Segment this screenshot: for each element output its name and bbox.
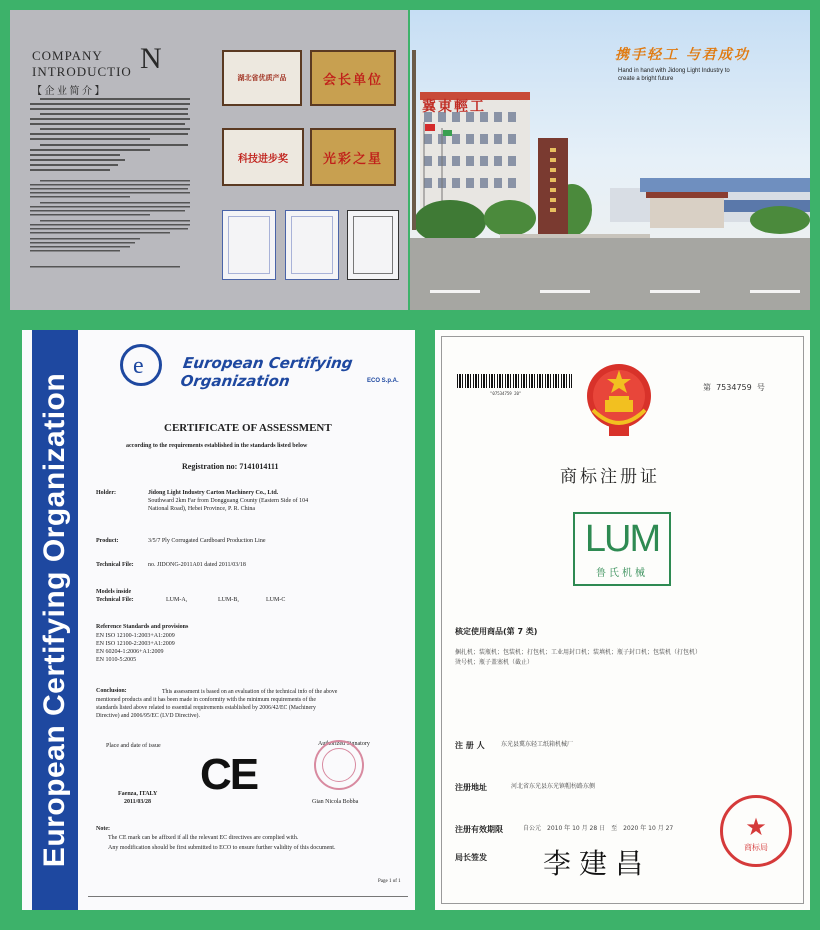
- factory-scene: [410, 10, 810, 310]
- place-date-label: Place and date of issue: [106, 743, 161, 749]
- validity-label: 注册有效期限: [455, 825, 503, 834]
- trademark-office-stamp-icon: ★ 商标局: [720, 795, 792, 867]
- registration-number: Registration no: 7141014111: [182, 462, 279, 471]
- technical-file-value: no. JIDONG-2011A01 dated 2011/03/18: [148, 562, 246, 568]
- issue-place: Faenza, ITALY: [118, 791, 158, 797]
- certificate-thumbnail-2: [285, 210, 339, 280]
- award-plaque-president: 会长单位: [310, 50, 396, 106]
- page-number: Page 1 of 1: [378, 879, 401, 884]
- model-a: LUM-A,: [166, 597, 188, 603]
- address-value: 河北省东光县东光镇帽枋路东侧: [511, 783, 596, 790]
- note-label: Note:: [96, 826, 110, 832]
- lum-logo: LUM 鲁氏机械: [573, 512, 671, 586]
- title-big-letter: N: [140, 42, 162, 75]
- conclusion-text: This assessment is based on an evaluation of the technical info of the above mentioned products and it has been made in conformity with the minimum requirements of the standards listed above related to essential requirements established by 2006/42/EC (Machinery Directive) and 2006/95/EC (LVD Directive).: [96, 689, 338, 719]
- certificate-thumbnail-3: [347, 210, 399, 280]
- validity-value: 自公元 2010 年 10 月 28 日 至 2020 年 10 月 27: [523, 825, 674, 832]
- note-2: Any modification should be first submitted to ECO to ensure further validity of this document.: [108, 845, 336, 851]
- title-line-2: INTRODUCTIO: [32, 64, 132, 79]
- award-plaque-tech: 科技进步奖: [222, 128, 304, 186]
- certificate-thumbnail-1: [222, 210, 276, 280]
- note-1: The CE mark can be affixed if all the relevant EC directives are complied with.: [108, 835, 299, 841]
- holder-label: Holder:: [96, 490, 116, 496]
- model-b: LUM-B,: [218, 597, 239, 603]
- brochure-panel: [10, 10, 408, 310]
- slogan-chinese: 携手轻工 与君成功: [615, 47, 750, 63]
- registrant-value: 东光县冀东轻工纸箱机械厂: [501, 741, 574, 748]
- conclusion-label: Conclusion:: [96, 688, 127, 694]
- director-signature: 李建昌: [543, 847, 652, 880]
- ce-certificate: [22, 330, 415, 910]
- goods-label: 核定使用商品(第 7 类): [455, 627, 538, 636]
- standards-list: EN ISO 12100-1:2003+A1:2009 EN ISO 12100-2:2003+A1:2009 EN 60204-1:2006+A1:2009 EN 1010-5:2005: [96, 633, 175, 663]
- reference-standards-label: Reference Standards and provisions: [96, 624, 189, 630]
- model-c: LUM-C: [266, 597, 286, 603]
- footer-rule: [88, 896, 408, 897]
- eco-spa: ECO S.p.A.: [367, 378, 399, 384]
- director-label: 局长签发: [455, 853, 487, 862]
- signatory-label: Authorized Signatory: [318, 741, 370, 747]
- slogan-english: Hand in hand with Jidong Light Industry to create a bright future: [618, 68, 730, 82]
- title-chinese: 【 企 业 简 介 】: [32, 86, 105, 97]
- award-plaque-star: 光彩之星: [310, 128, 396, 186]
- building-sign: 冀東輕工: [422, 99, 486, 115]
- company-intro-title: [32, 42, 162, 97]
- holder-value: Jidong Light Industry Carton Machinery Co., Ltd. Southward 2km Far from Dongguang County (Eastern Side of 104 National Road), Hebei Province, P. R. China: [148, 490, 309, 512]
- registration-number: 第 7534759 号: [703, 383, 765, 392]
- barcode-icon: [457, 374, 572, 388]
- national-emblem-icon: [583, 360, 655, 440]
- eco-stamp-icon: [314, 740, 364, 790]
- award-plaque-quality: 湖北省优质产品: [222, 50, 302, 106]
- intro-text-block: [30, 98, 198, 288]
- certificate-subtitle: according to the requirements established in the standards listed below: [126, 443, 308, 449]
- address-label: 注册地址: [455, 783, 487, 792]
- goods-text: 捆扎机；装瓶机；包装机；打包机；工业用封口机；装填机；瓶子封口机；包装机（打包机） 烫号机；瓶子盖塞机（截止）: [455, 649, 702, 666]
- models-label: Models inside Technical File:: [96, 589, 134, 603]
- signatory-name: Gian Nicola Bobba: [312, 799, 359, 805]
- eco-header: European Certifying Organization: [179, 354, 354, 390]
- ce-mark: CE: [200, 750, 258, 799]
- certificate-title: CERTIFICATE OF ASSESSMENT: [164, 422, 332, 434]
- title-line-1: COMPANY: [32, 48, 103, 63]
- barcode-number: "07534759 20": [490, 391, 522, 396]
- certificate-title: 商标注册证: [560, 467, 660, 487]
- issue-date: 2011/03/28: [124, 799, 152, 805]
- trademark-certificate: [435, 330, 810, 910]
- product-value: 3/5/7 Ply Corrugated Cardboard Production Line: [148, 538, 266, 544]
- factory-photo: [410, 10, 810, 310]
- technical-file-label: Technical File:: [96, 562, 134, 568]
- product-label: Product:: [96, 538, 119, 544]
- band-text: European Certifying Organization: [38, 372, 71, 868]
- eco-logo-icon: e: [120, 344, 162, 386]
- registrant-label: 注 册 人: [455, 741, 485, 750]
